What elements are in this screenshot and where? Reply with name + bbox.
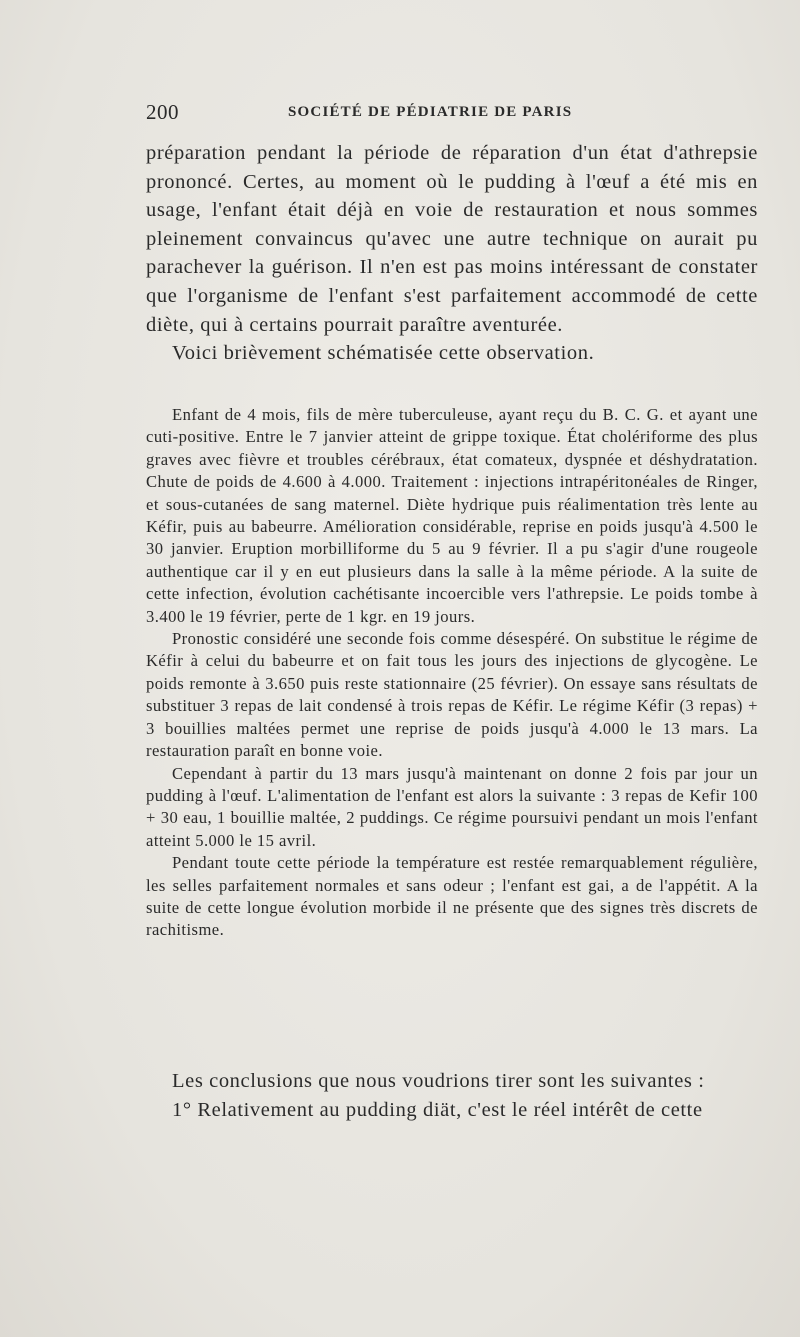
- main-paragraph-2: Voici brièvement schématisée cette observation.: [172, 342, 595, 365]
- observation-paragraph-2: Pronostic considéré une seconde fois comme désespéré. On substitue le régime de Kéfir à celui du babeurre et on fait tous les jours des injections de glycogène. Le poids remonte à 3.650 puis reste stationnaire (25 février). On essaye sans résultats de substituer 3 repas de lait condensé à trois repas de Kéfir. Le régime Kéfir (3 repas) + 3 bouillies maltées permet une reprise de poids jusqu'à 4.000 le 13 mars. La restauration paraît en bonne voie.: [146, 629, 758, 761]
- conclusion-paragraph-1: Les conclusions que nous voudrions tirer sont les suivantes :: [172, 1070, 705, 1092]
- running-head: SOCIÉTÉ DE PÉDIATRIE DE PARIS: [288, 104, 573, 120]
- observation-paragraph-1: Enfant de 4 mois, fils de mère tuberculeuse, ayant reçu du B. C. G. et ayant une cuti-positive. Entre le 7 janvier atteint de grippe toxique. État cholériforme des plus graves avec fièvre et troubles cérébraux, état comateux, dyspnée et déshydratation. Chute de poids de 4.600 à 4.000. Traitement : injections intrapéritonéales de Ringer, et sous-cutanées de sang maternel. Diète hydrique puis réalimentation très lente au Kéfir, puis au babeurre. Amélioration considérable, reprise en poids jusqu'à 4.500 le 30 janvier. Eruption morbilliforme du 5 au 9 février. Il a pu s'agir d'une rougeole authentique car il y en eut plusieurs dans la salle à la même période. A la suite de cette infection, évolution cachétisante incoercible vers l'athrepsie. Le poids tombe à 3.400 le 19 février, perte de 1 kgr. en 19 jours.: [146, 405, 758, 626]
- page-number: 200: [146, 100, 179, 124]
- case-observation: [146, 404, 758, 942]
- main-paragraph-1: préparation pendant la période de réparation d'un état d'athrepsie prononcé. Certes, au moment où le pudding à l'œuf a été mis en usage, l'enfant était déjà en voie de restauration et nous sommes pleinement convaincus qu'avec une autre technique on aurait pu parachever la guérison. Il n'en est pas moins intéressant de constater que l'organisme de l'enfant s'est parfaitement accommodé de cette diète, qui à certains pourrait paraître aventurée.: [146, 142, 758, 336]
- page-header: [146, 100, 756, 130]
- observation-paragraph-3: Cependant à partir du 13 mars jusqu'à maintenant on donne 2 fois par jour un pudding à l'œuf. L'alimentation de l'enfant est alors la suivante : 3 repas de Kefir 100 + 30 eau, 1 bouillie maltée, 2 puddings. Ce régime poursuivi pendant un mois l'enfant atteint 5.000 le 15 avril.: [146, 763, 758, 850]
- main-text: [146, 139, 758, 368]
- conclusion-paragraph-2: 1° Relativement au pudding diät, c'est le réel intérêt de cette: [172, 1098, 703, 1121]
- conclusions-text: [146, 1067, 758, 1124]
- observation-paragraph-4: Pendant toute cette période la température est restée remarquablement régulière, les selles parfaitement normales et sans odeur ; l'enfant est gai, a de l'appétit. A la suite de cette longue évolution morbide il ne présente que des signes très discrets de rachitisme.: [146, 853, 758, 940]
